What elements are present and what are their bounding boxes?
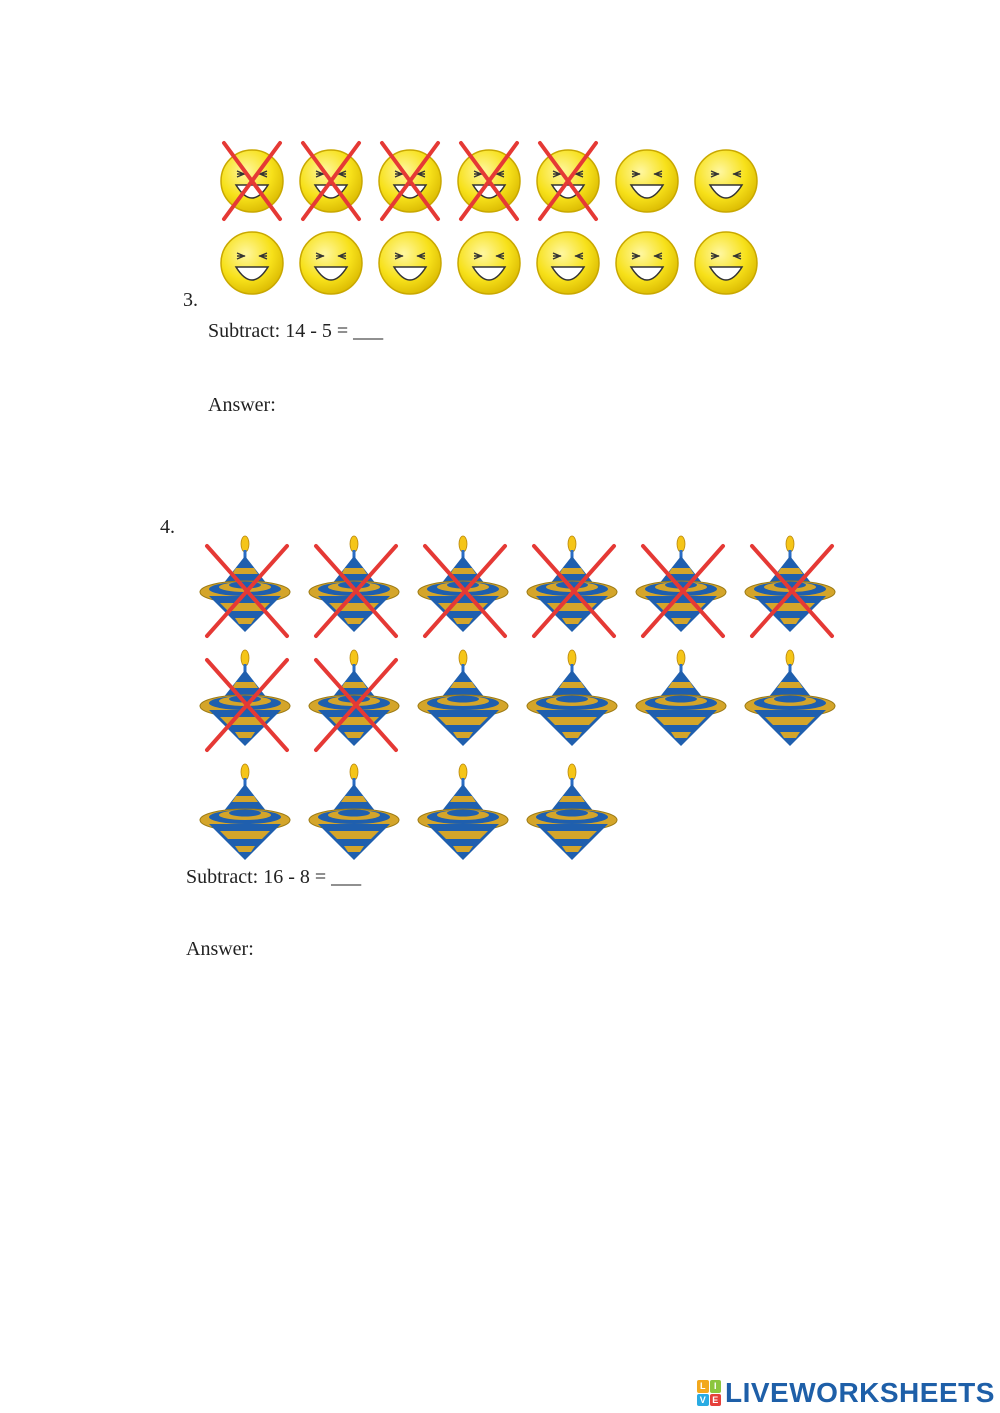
spinning-top-icon xyxy=(418,764,508,860)
smiley-face-icon xyxy=(695,232,757,294)
smiley-face-icon xyxy=(300,232,362,294)
smiley-face-icon xyxy=(616,150,678,212)
question-4-answer-label: Answer: xyxy=(186,938,254,960)
logo-badge-icon: L I V E xyxy=(697,1380,721,1406)
spinning-top-icon xyxy=(418,650,508,746)
smiley-face-icon xyxy=(537,232,599,294)
question-4-prompt: Subtract: 16 - 8 = ___ xyxy=(186,866,362,888)
smiley-face-icon xyxy=(221,232,283,294)
smiley-face-icon xyxy=(379,232,441,294)
smiley-face-icon xyxy=(458,232,520,294)
smiley-face-icon xyxy=(695,150,757,212)
question-3-prompt: Subtract: 14 - 5 = ___ xyxy=(208,320,384,342)
smiley-pictures xyxy=(210,135,780,305)
question-4-number: 4. xyxy=(160,516,175,538)
question-3-answer-label: Answer: xyxy=(208,394,276,416)
spinning-top-icon xyxy=(200,764,290,860)
smiley-face-icon xyxy=(616,232,678,294)
spinning-top-icon xyxy=(309,764,399,860)
spinning-top-icon xyxy=(636,650,726,746)
spinning-top-icon xyxy=(527,650,617,746)
spinning-top-icon xyxy=(745,650,835,746)
spinning-top-icon xyxy=(527,764,617,860)
liveworksheets-logo xyxy=(697,1378,995,1408)
logo-text: LIVEWORKSHEETS xyxy=(725,1377,995,1408)
spinning-top-pictures xyxy=(195,530,855,860)
question-3-number: 3. xyxy=(183,289,198,311)
